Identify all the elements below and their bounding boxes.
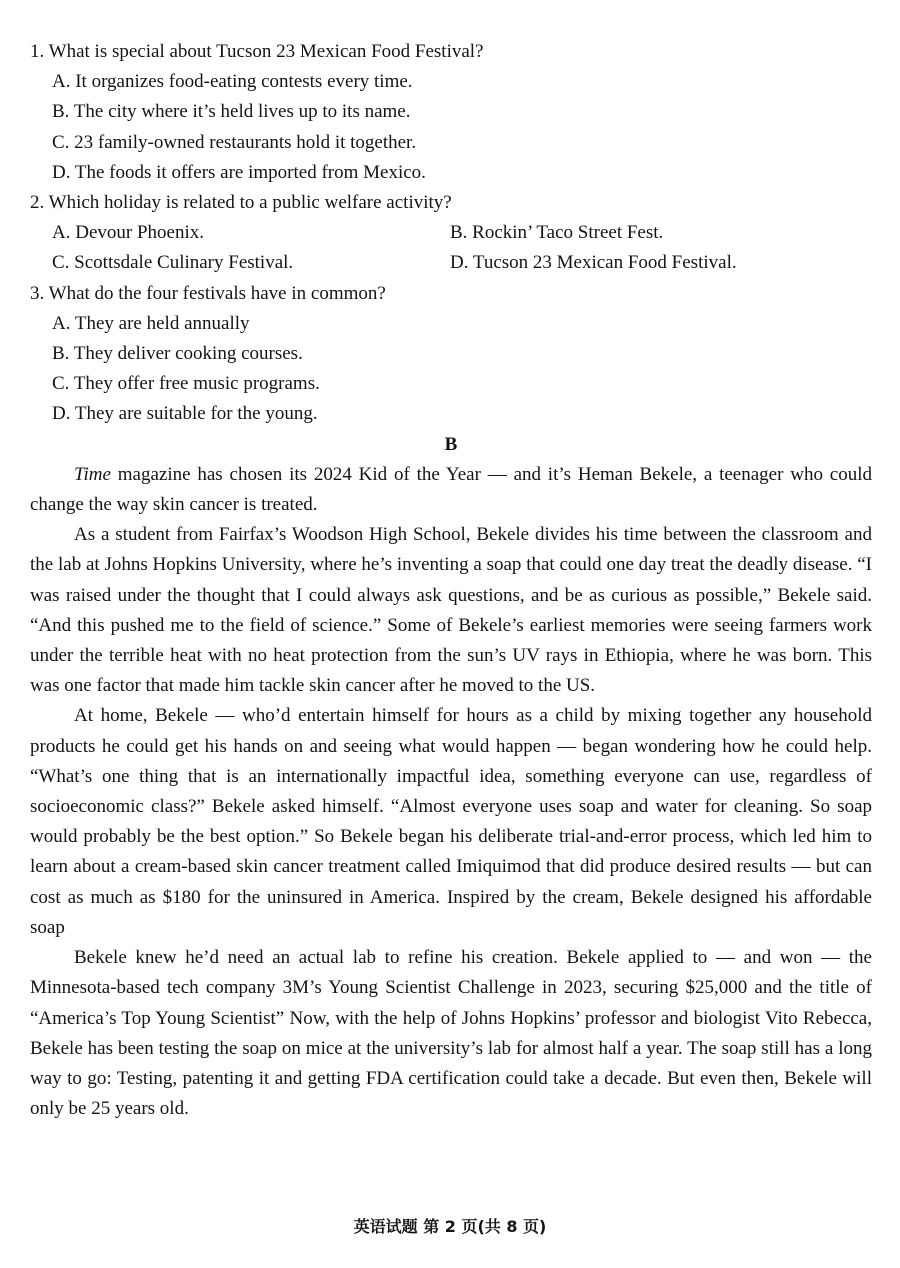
question-stem: 2. Which holiday is related to a public welfare activity?: [30, 192, 452, 214]
option-a: A. It organizes food-eating contests every time.: [52, 71, 413, 93]
options-row-1: [30, 218, 872, 248]
exam-page: [30, 37, 872, 1124]
reading-passage: [30, 460, 872, 1124]
options-row-2: [30, 248, 872, 278]
option-d: D. Tucson 23 Mexican Food Festival.: [450, 252, 737, 274]
question-stem: 1. What is special about Tucson 23 Mexican Food Festival?: [30, 41, 484, 62]
magazine-title: Time: [74, 463, 111, 485]
option-b: B. They deliver cooking courses.: [52, 343, 303, 365]
option-a: A. They are held annually: [52, 312, 250, 334]
option-c: C. Scottsdale Culinary Festival.: [52, 252, 294, 274]
passage-paragraph-3: At home, Bekele — who’d entertain himself for hours as a child by mixing together any household products he could get his hands on and seeing what would happen — began wondering how he could help. “What’s one thing that is an internationally impactful idea, something everyone can use, regardless of socioeconomic class?” Bekele asked himself. “Almost everyone uses soap and water for cleaning. So soap would probably be the best option.” So Bekele began his deliberate trial-and-error process, which led him to learn about a cream-based skin cancer treatment called Imiquimod that did produce desired results — but can cost as much as $180 for the uninsured in America. Inspired by the cream, Bekele designed his affordable soap: [30, 705, 872, 938]
passage-paragraph-4: Bekele knew he’d need an actual lab to refine his creation. Bekele applied to — and won — the Minnesota-based tech company 3M’s Young Scientist Challenge in 2023, securing $25,000 and the title of “America’s Top Young Scientist” Now, with the help of Johns Hopkins’ professor and biologist Vito Rebecca, Bekele has been testing the soap on mice at the university’s lab for almost half a year. The soap still has a long way to go: Testing, patenting it and getting FDA certification could take a decade. But even then, Bekele will only be 25 years old.: [30, 947, 872, 1120]
passage-paragraph-2: As a student from Fairfax’s Woodson High School, Bekele divides his time between the classroom and the lab at Johns Hopkins University, where he’s inventing a soap that could one day treat the deadly disease. “I was raised under the thought that I could always ask questions, and be as curious as possible,” Bekele said. “And this pushed me to the field of science.” Some of Bekele’s earliest memories were seeing farmers work under the terrible heat with no heat protection from the sun’s UV rays in Ethiopia, where he was born. This was one factor that made him tackle skin cancer after he moved to the US.: [30, 524, 872, 697]
question-1: [30, 37, 872, 188]
option-b: B. The city where it’s held lives up to its name.: [52, 101, 411, 123]
passage-paragraph-1: [30, 460, 872, 520]
question-stem: 3. What do the four festivals have in common?: [30, 282, 386, 304]
section-heading: B: [444, 433, 458, 455]
option-a: A. Devour Phoenix.: [52, 222, 204, 244]
option-b: B. Rockin’ Taco Street Fest.: [450, 222, 664, 244]
question-2: [30, 188, 872, 279]
option-d: D. The foods it offers are imported from Mexico.: [52, 161, 426, 183]
question-3: [30, 279, 872, 430]
paragraph-text: magazine has chosen its 2024 Kid of the Year — and it’s Heman Bekele, a teenager who could change the way skin cancer is treated.: [30, 463, 872, 516]
option-d: D. They are suitable for the young.: [52, 403, 318, 425]
option-c: C. They offer free music programs.: [52, 373, 320, 395]
page-footer: 英语试题 第 2 页(共 8 页): [353, 1217, 547, 1236]
option-c: C. 23 family-owned restaurants hold it together.: [52, 131, 417, 153]
